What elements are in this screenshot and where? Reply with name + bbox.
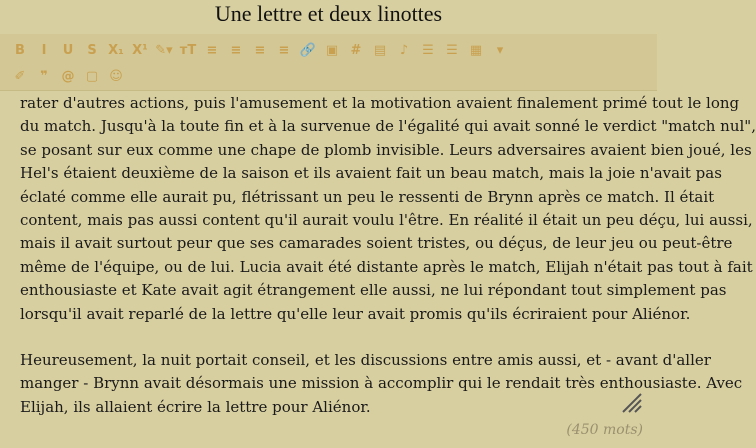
media-button[interactable]: ▤ (373, 42, 387, 58)
paragraph-1 (20, 92, 756, 326)
align-justify-button[interactable]: ≡ (278, 42, 290, 58)
editor-toolbar (0, 34, 657, 91)
strikethrough-button[interactable]: S (87, 42, 97, 58)
superscript-button[interactable]: X¹ (132, 42, 148, 58)
font-size-button[interactable]: ᴛT (179, 42, 197, 58)
emoji-button[interactable]: ☺ (109, 68, 123, 84)
text-editor[interactable] (20, 92, 756, 422)
spoiler-button[interactable]: ▢ (85, 68, 99, 84)
page-title: Une lettre et deux linottes (214, 1, 443, 26)
align-left-button[interactable]: ≡ (206, 42, 218, 58)
text-line: mais il avait surtout peur que ses camarades soient tristes, ou déçus, de leur jeu ou peut-être (20, 234, 733, 253)
text-line: éclaté comme elle aurait pu, flétrissant un peu le ressenti de Brynn après ce match. Il était (20, 187, 715, 206)
text-color-button[interactable]: ✎▾ (155, 42, 173, 58)
text-line: du match. Jusqu'à la toute fin et à la survenue de l'égalité qui avait sonné le verdict "match nul", (20, 117, 756, 136)
clear-format-button[interactable]: ✐ (14, 68, 26, 84)
hashtag-button[interactable]: # (350, 42, 362, 58)
text-line: Elijah, ils allaient écrire la lettre pour Aliénor. (20, 397, 371, 416)
table-button[interactable]: ▦ (469, 42, 483, 58)
text-line: lorsqu'il avait reparlé de la lettre qu'elle leur avait promis qu'ils écriraient pour Aliénor. (20, 304, 691, 323)
text-line: content, mais pas aussi content qu'il aurait voulu l'être. En réalité il était un peu déçu, lui aussi, (20, 211, 753, 230)
text-line: manger - Brynn avait désormais une mission à accomplir qui le rendait très enthousiaste. Avec (20, 374, 743, 393)
paragraph-2 (20, 349, 743, 419)
more-button[interactable]: ▾ (496, 42, 504, 58)
align-right-button[interactable]: ≡ (254, 42, 266, 58)
bullet-list-button[interactable]: ☰ (422, 42, 434, 58)
text-line: Hel's étaient deuxième de la saison et ils avaient fait un beau match, mais la joie n'avait pas (20, 164, 722, 183)
image-button[interactable]: ▣ (325, 42, 339, 58)
underline-button[interactable]: U (62, 42, 74, 58)
word-count: (450 mots) (566, 422, 643, 438)
text-line: Heureusement, la nuit portait conseil, et les discussions entre amis aussi, et - avant d'aller (20, 351, 711, 370)
italic-button[interactable]: I (41, 42, 47, 58)
text-line: se posant sur eux comme une chape de plomb invisible. Leurs adversaires avaient bien joué, les (20, 140, 752, 159)
bold-button[interactable]: B (15, 42, 25, 58)
mention-button[interactable]: @ (61, 68, 75, 84)
text-line: même de l'équipe, ou de lui. Lucia avait été distante après le match, Elijah n'était pas tout à fait (20, 257, 753, 276)
link-button[interactable]: 🔗 (299, 42, 317, 58)
toolbar-row-1 (8, 37, 512, 63)
resize-handle-icon[interactable] (617, 388, 643, 414)
numbered-list-button[interactable]: ☰ (446, 42, 458, 58)
music-button[interactable]: ♪ (399, 42, 409, 58)
text-line: rater d'autres actions, puis l'amusement et la motivation avaient finalement primé tout le long (20, 94, 740, 112)
align-center-button[interactable]: ≡ (230, 42, 242, 58)
text-line: enthousiaste et Kate avait agit étrangement elle aussi, ne lui répondant tout simplement pas (20, 281, 727, 300)
toolbar-row-2 (8, 63, 128, 89)
quote-button[interactable]: ❞ (40, 68, 48, 84)
subscript-button[interactable]: X₁ (108, 42, 124, 58)
